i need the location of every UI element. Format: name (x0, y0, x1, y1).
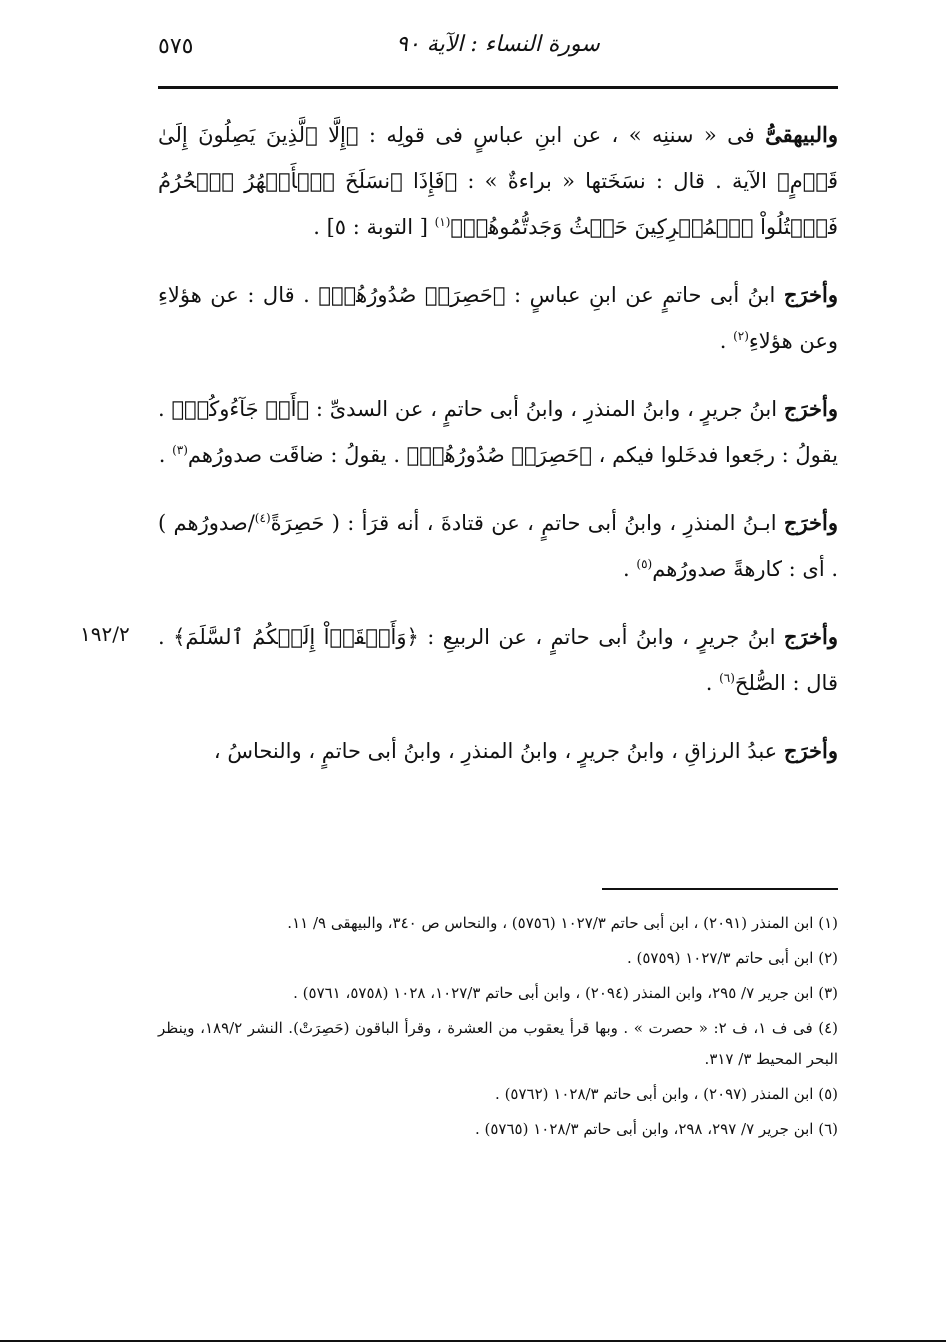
paragraph: وأخرَج ابـنُ المنذرِ ، وابنُ أبى حاتمٍ ، عن قتادةَ ، أنه قرَأ : ( حَصِرَةً$^{(٤)}$/صدورُهم ) . أى : كارهةً صدورُهم$^{(٥)}$ . (158, 510, 838, 581)
paragraph: والبيهقىُّ فى « سننِه » ، عن ابنِ عباسٍ فى قولِه : ﴿إِلَّا ٱلَّذِينَ يَصِلُونَ إِلَىٰ قَوۡمٍ﴾ الآية . قال : نسَخَتها « براءةٌ » : ﴿فَإِذَا ٱنسَلَخَ ٱلۡأَشۡهُرُ ٱلۡحُرُمُ فَٱقۡتُلُواْ ٱلۡمُشۡرِكِينَ حَيۡثُ وَجَدتُّمُوهُمۡ﴾$^{(١)}$ [ التوبة : ٥] . (158, 122, 838, 239)
footnote-ref: (٣) (172, 443, 188, 457)
footnotes (158, 908, 838, 1149)
paragraph: وأخرَج ابنُ جريرٍ ، وابنُ المنذرِ ، وابنُ أبى حاتمٍ ، عن السدىِّ : ﴿أَوۡ جَآءُوكُمۡ﴾ . يقولُ : رجَعوا فدخَلوا فيكم ، ﴿حَصِرَتۡ صُدُورُهُمۡ﴾ . يقولُ : ضاقَت صدورُهم$^{(٣)}$ . (158, 396, 838, 467)
page-number: ٥٧٥ (158, 34, 194, 59)
footnote-ref: (٦) (719, 671, 735, 685)
footnote: (٤) فى ف ١، ف ٢: « حصرت » . وبها قرأ يعقوب من العشرة ، وقرأ الباقون (حَصِرَتْ). النشر ١٨٩/٢، وينظر البحر المحيط ٣/ ٣١٧. (158, 1019, 838, 1068)
footnote: (٥) ابن المنذر (٢٠٩٧) ، وابن أبى حاتم ١٠٢٨/٣ (٥٧٦٢) . (495, 1085, 838, 1103)
paragraph: وأخرَج عبدُ الرزاقِ ، وابنُ جريرٍ ، وابنُ المنذرِ ، وابنُ أبى حاتمٍ ، والنحاسُ ، (213, 738, 838, 763)
footnote-ref: (١) (434, 215, 451, 229)
footnote-ref: (٢) (733, 329, 749, 343)
paragraph: وأخرَج ابنُ أبى حاتمٍ عن ابنِ عباسٍ : ﴿حَصِرَتۡ صُدُورُهُمۡ﴾ . قال : عن هؤلاءِ وعن هؤلاءِ$^{(٢)}$ . (158, 282, 838, 353)
footnote-ref: (٤) (254, 511, 271, 525)
footnote: (٣) ابن جرير ٧/ ٢٩٥، وابن المنذر (٢٠٩٤) ، وابن أبى حاتم ١٠٢٧/٣، ١٠٢٨ (٥٧٥٨، ٥٧٦١) . (293, 984, 838, 1002)
main-text (158, 112, 838, 796)
running-header (158, 28, 838, 72)
page-bottom-edge (0, 1340, 946, 1342)
surah-title: سورة النساء : الآية ٩٠ (396, 32, 600, 57)
footnote-rule (602, 888, 838, 890)
footnote: (٢) ابن أبى حاتم ١٠٢٧/٣ (٥٧٥٩) . (626, 949, 838, 967)
footnote: (٦) ابن جرير ٧/ ٢٩٧، ٢٩٨، وابن أبى حاتم ١٠٢٨/٣ (٥٧٦٥) . (474, 1120, 838, 1138)
footnote: (١) ابن المنذر (٢٠٩١) ، ابن أبى حاتم ١٠٢٧/٣ (٥٧٥٦) ، والنحاس ص ٣٤٠، والبيهقى ٩/ ١١. (287, 914, 838, 932)
paragraph: وأخرَج ابنُ جريرٍ ، وابنُ أبى حاتمٍ ، عن الربيعِ : ﴿وَأَلۡقَوۡاْ إِلَيۡكُمُ ٱلسَّلَمَ﴾ . قال : الصُّلحَ$^{(٦)}$ . (158, 624, 838, 695)
header-rule (158, 86, 838, 89)
margin-reference: ١٩٢/٢ (80, 622, 130, 646)
footnote-ref: (٥) (636, 557, 653, 571)
